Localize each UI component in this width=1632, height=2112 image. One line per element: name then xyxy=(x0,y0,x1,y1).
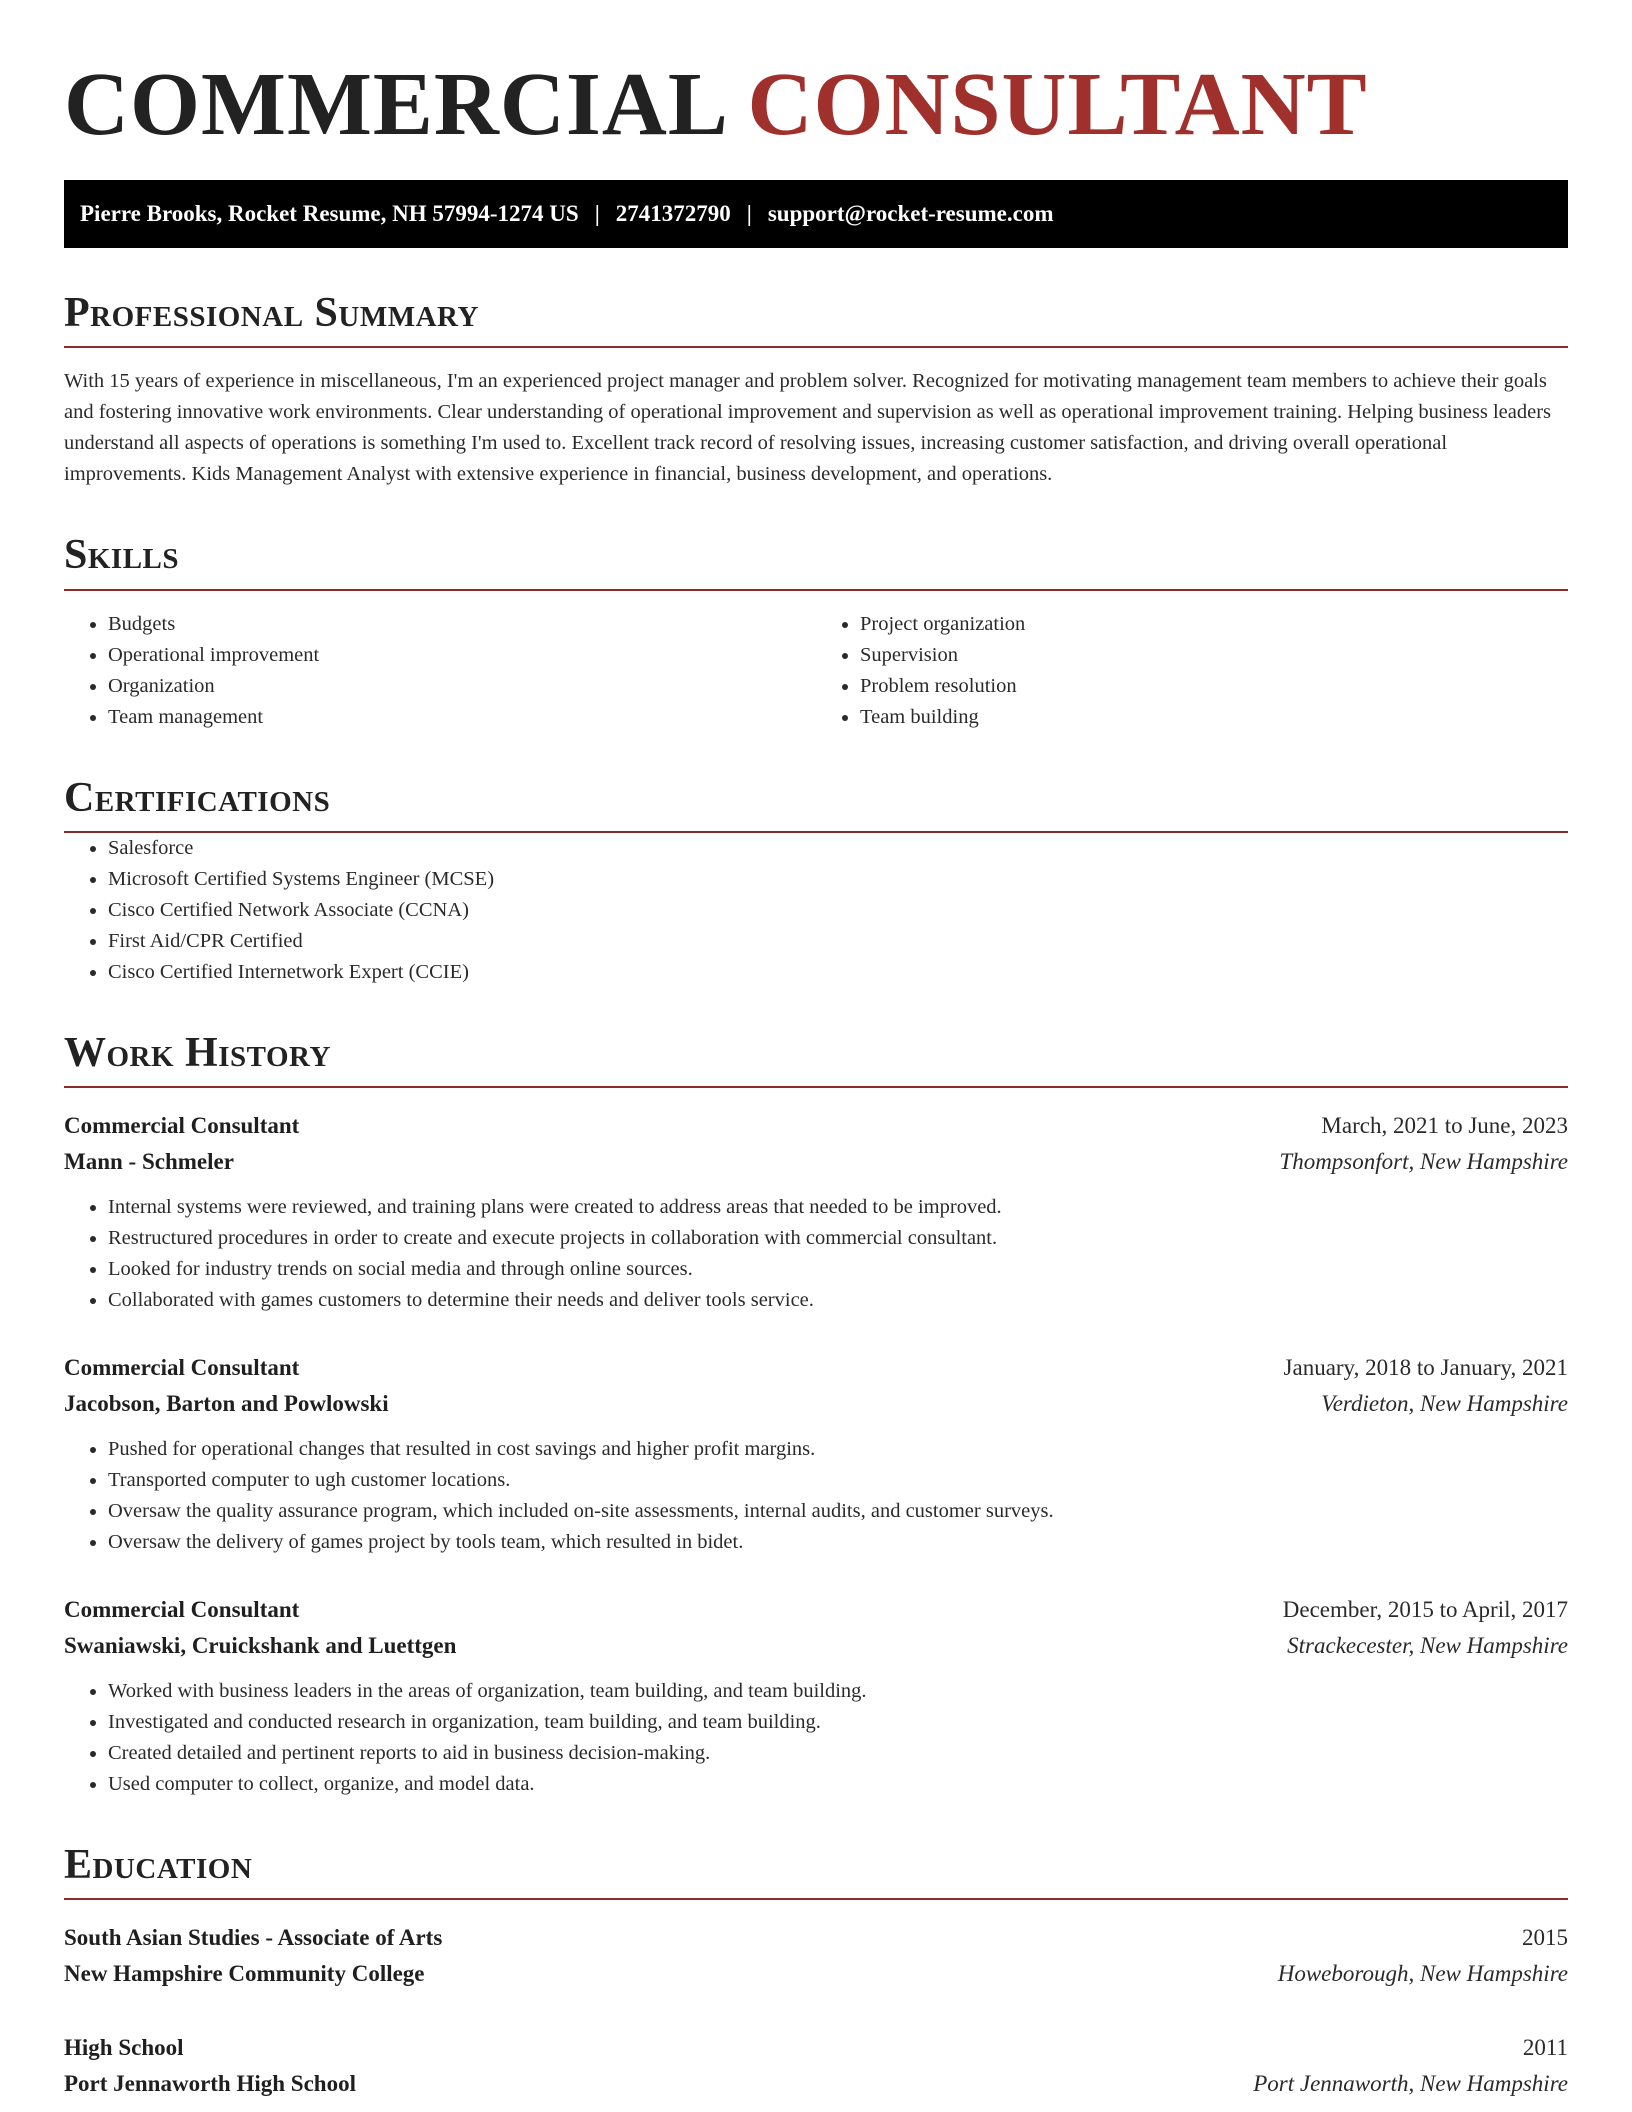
education-year: 2011 xyxy=(1522,2035,1568,2061)
certification-item: • Salesforce xyxy=(108,833,1568,864)
education-school: New Hampshire Community College xyxy=(64,1961,425,1987)
summary-section xyxy=(64,290,1568,490)
certification-item: • Microsoft Certified Systems Engineer (MCSE) xyxy=(108,864,1568,895)
contact-separator: | xyxy=(594,201,600,227)
job-header-row xyxy=(64,1350,1568,1386)
education-school-row xyxy=(64,1956,1568,1992)
job-bullet: • Created detailed and pertinent reports to aid in business decision-making. xyxy=(108,1738,1568,1769)
section-heading-skills: Skills xyxy=(64,532,1568,590)
skill-item: • Team building xyxy=(860,702,1568,733)
job-company: Jacobson, Barton and Powlowski xyxy=(64,1390,389,1416)
job-title: Commercial Consultant xyxy=(64,1112,300,1138)
contact-bar xyxy=(64,180,1568,248)
contact-phone: 2741372790 xyxy=(615,201,731,227)
education-entry xyxy=(64,2030,1568,2102)
job-dates: December, 2015 to April, 2017 xyxy=(1282,1596,1568,1622)
skill-item: • Operational improvement xyxy=(108,640,816,671)
job-bullet: • Internal systems were reviewed, and training plans were created to address areas that needed to be improved. xyxy=(108,1192,1568,1223)
job-bullets xyxy=(64,1676,1568,1800)
job-header-row xyxy=(64,1592,1568,1628)
job-company: Swaniawski, Cruickshank and Luettgen xyxy=(64,1632,457,1658)
section-heading-summary: Professional Summary xyxy=(64,290,1568,348)
skill-item: • Supervision xyxy=(860,640,1568,671)
education-degree: South Asian Studies - Associate of Arts xyxy=(64,1925,443,1951)
job-bullet: • Investigated and conducted research in organization, team building, and team building. xyxy=(108,1707,1568,1738)
summary-text: With 15 years of experience in miscellaneous, I'm an experienced project manager and problem solver. Recognized for motivating management team members to achieve their goals and fostering innovative work environments. Clear understanding of operational improvement and supervision as well as operational improvement training. Helping business leaders understand all aspects of operations is something I'm used to. Excellent track record of resolving issues, increasing customer satisfaction, and driving overall operational improvements. Kids Management Analyst with extensive experience in financial, business development, and operations. xyxy=(64,370,1552,486)
job-company-row xyxy=(64,1144,1568,1180)
job-bullets xyxy=(64,1192,1568,1316)
skill-item: • Problem resolution xyxy=(860,671,1568,702)
job-entry xyxy=(64,1592,1568,1800)
title-part-1: COMMERCIAL xyxy=(64,55,724,154)
job-bullet: • Worked with business leaders in the areas of organization, team building, and team building. xyxy=(108,1676,1568,1707)
job-bullet: • Looked for industry trends on social media and through online sources. xyxy=(108,1254,1568,1285)
section-heading-certifications: Certifications xyxy=(64,775,1568,833)
education-header-row xyxy=(64,2030,1568,2066)
job-bullet: • Pushed for operational changes that resulted in cost savings and higher profit margins. xyxy=(108,1434,1568,1465)
education-school: Port Jennaworth High School xyxy=(64,2071,356,2097)
resume-title xyxy=(64,0,1568,153)
education-degree: High School xyxy=(64,2035,184,2061)
contact-email: support@rocket-resume.com xyxy=(767,201,1054,227)
education-section xyxy=(64,1842,1568,2102)
job-company: Mann - Schmeler xyxy=(64,1148,234,1174)
job-title: Commercial Consultant xyxy=(64,1596,300,1622)
job-location: Verdieton, New Hampshire xyxy=(1321,1390,1568,1416)
contact-separator: | xyxy=(746,201,752,227)
skills-section xyxy=(64,532,1568,732)
certification-item: • Cisco Certified Internetwork Expert (CCIE) xyxy=(108,957,1568,988)
skills-grid xyxy=(64,609,1568,733)
section-heading-work-history: Work History xyxy=(64,1030,1568,1088)
job-entry xyxy=(64,1350,1568,1558)
section-heading-education: Education xyxy=(64,1842,1568,1900)
certifications-list xyxy=(64,833,1568,988)
job-header-row xyxy=(64,1108,1568,1144)
job-location: Strackecester, New Hampshire xyxy=(1287,1632,1568,1658)
job-entry xyxy=(64,1108,1568,1316)
certifications-section xyxy=(64,775,1568,988)
skills-list-left xyxy=(64,609,816,733)
title-part-2: CONSULTANT xyxy=(747,55,1368,154)
job-bullet: • Oversaw the quality assurance program, which included on-site assessments, internal audits, and customer surveys. xyxy=(108,1496,1568,1527)
job-bullet: • Transported computer to ugh customer locations. xyxy=(108,1465,1568,1496)
certification-item: • First Aid/CPR Certified xyxy=(108,926,1568,957)
contact-address: Pierre Brooks, Rocket Resume, NH 57994-1274 US xyxy=(80,201,579,227)
education-location: Howeborough, New Hampshire xyxy=(1277,1961,1568,1987)
education-school-row xyxy=(64,2066,1568,2102)
education-header-row xyxy=(64,1920,1568,1956)
skill-item: • Organization xyxy=(108,671,816,702)
skill-item: • Project organization xyxy=(860,609,1568,640)
job-bullet: • Collaborated with games customers to determine their needs and deliver tools service. xyxy=(108,1285,1568,1316)
job-bullet: • Restructured procedures in order to create and execute projects in collaboration with commercial consultant. xyxy=(108,1223,1568,1254)
job-location: Thompsonfort, New Hampshire xyxy=(1279,1148,1568,1174)
education-location: Port Jennaworth, New Hampshire xyxy=(1253,2071,1568,2097)
job-company-row xyxy=(64,1386,1568,1422)
job-bullet: • Oversaw the delivery of games project by tools team, which resulted in bidet. xyxy=(108,1527,1568,1558)
skills-list-right xyxy=(816,609,1568,733)
skill-item: • Team management xyxy=(108,702,816,733)
education-entry xyxy=(64,1920,1568,1992)
job-company-row xyxy=(64,1628,1568,1664)
job-dates: March, 2021 to June, 2023 xyxy=(1321,1112,1568,1138)
job-dates: January, 2018 to January, 2021 xyxy=(1283,1354,1568,1380)
job-bullet: • Used computer to collect, organize, and model data. xyxy=(108,1769,1568,1800)
skill-item: • Budgets xyxy=(108,609,816,640)
education-year: 2015 xyxy=(1522,1925,1568,1951)
job-bullets xyxy=(64,1434,1568,1558)
job-title: Commercial Consultant xyxy=(64,1354,300,1380)
certification-item: • Cisco Certified Network Associate (CCNA) xyxy=(108,895,1568,926)
work-history-section xyxy=(64,1030,1568,1800)
